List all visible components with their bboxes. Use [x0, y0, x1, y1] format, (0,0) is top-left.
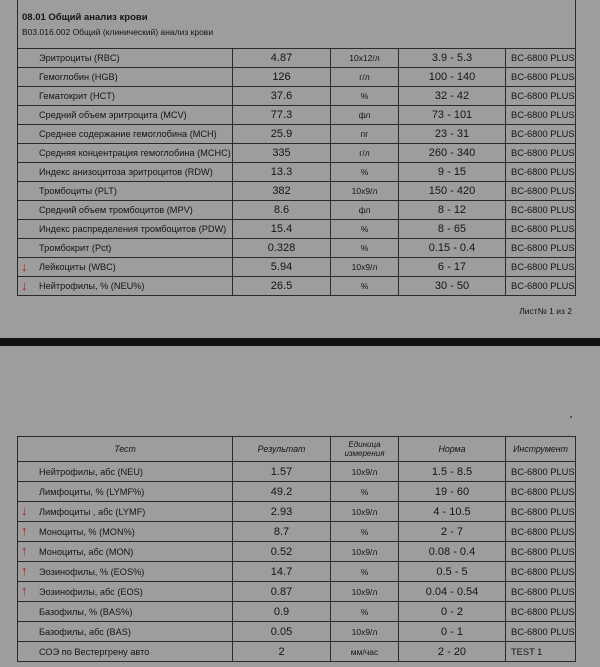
- instrument-cell-text: BC-6800 PLUS: [511, 506, 575, 517]
- table-row: [18, 49, 576, 68]
- unit-cell-text: пг: [360, 129, 369, 139]
- result-cell: [233, 49, 331, 68]
- instrument-cell-text: BC-6800 PLUS: [511, 586, 575, 597]
- unit-cell: [331, 482, 399, 502]
- result-cell-text: 25.9: [270, 128, 293, 140]
- test-name-cell-text: Базофилы, % (BAS%): [39, 606, 133, 617]
- norm-cell: [399, 522, 506, 542]
- table-row: [18, 482, 576, 502]
- unit-cell: [331, 562, 399, 582]
- table-row: [18, 87, 576, 106]
- unit-cell: [331, 68, 399, 87]
- result-cell: [233, 220, 331, 239]
- norm-cell-text: 32 - 42: [434, 90, 470, 102]
- scan-dot: [570, 416, 572, 418]
- instrument-cell: [506, 106, 576, 125]
- result-cell-text: 335: [272, 147, 291, 159]
- norm-cell-text: 8 - 12: [437, 204, 467, 216]
- instrument-cell: [506, 163, 576, 182]
- result-cell-text: 14.7: [270, 565, 293, 578]
- header-instrument: Инструмент: [506, 437, 576, 462]
- unit-cell-text: %: [360, 526, 369, 537]
- norm-cell: [399, 125, 506, 144]
- header-test: Тест: [18, 437, 233, 462]
- test-name-cell: [18, 163, 233, 182]
- result-cell-text: 49.2: [270, 485, 293, 498]
- instrument-cell-text: BC-6800 PLUS: [511, 129, 575, 139]
- result-cell: [233, 502, 331, 522]
- unit-cell: [331, 239, 399, 258]
- table-row: [18, 602, 576, 622]
- norm-cell: [399, 502, 506, 522]
- instrument-cell-text: BC-6800 PLUS: [511, 91, 575, 101]
- result-cell: [233, 542, 331, 562]
- unit-cell-text: 10x9/л: [351, 626, 378, 637]
- test-name-cell-text: Индекс анизоцитоза эритроцитов (RDW): [39, 167, 213, 177]
- test-name-cell-text: Гемоглобин (HGB): [39, 72, 118, 82]
- result-cell-text: 0.52: [270, 545, 293, 558]
- instrument-cell: [506, 239, 576, 258]
- blood-test-table-page-2: [17, 436, 576, 662]
- test-name-cell-text: Индекс распределения тромбоцитов (PDW): [39, 224, 227, 234]
- norm-cell-text: 73 - 101: [431, 109, 473, 121]
- test-name-cell-text: Моноциты, абс (MON): [39, 546, 134, 557]
- instrument-cell: [506, 622, 576, 642]
- result-cell-text: 382: [272, 185, 291, 197]
- result-cell-text: 0.328: [267, 242, 296, 254]
- result-cell: [233, 462, 331, 482]
- table-row: [18, 622, 576, 642]
- test-name-cell-text: Эозинофилы, % (EOS%): [39, 566, 145, 577]
- result-cell: [233, 201, 331, 220]
- header-unit: Единица измерения: [331, 437, 399, 462]
- instrument-cell: [506, 502, 576, 522]
- norm-cell-text: 0.15 - 0.4: [428, 242, 476, 254]
- blood-test-table-page-1: [17, 0, 576, 296]
- instrument-cell: [506, 522, 576, 542]
- test-name-cell-text: Средняя концентрация гемоглобина (MCHC): [39, 148, 231, 158]
- instrument-cell-text: BC-6800 PLUS: [511, 243, 575, 253]
- result-cell: [233, 482, 331, 502]
- unit-cell: [331, 622, 399, 642]
- unit-cell-text: %: [360, 566, 369, 577]
- arrow-down-icon: ↓: [21, 259, 28, 274]
- norm-cell: [399, 622, 506, 642]
- result-cell: [233, 87, 331, 106]
- norm-cell: [399, 144, 506, 163]
- instrument-cell: [506, 49, 576, 68]
- unit-cell-text: г/л: [359, 148, 370, 158]
- unit-cell-text: %: [360, 167, 369, 177]
- test-name-cell: [18, 239, 233, 258]
- table-row: [18, 182, 576, 201]
- unit-cell: [331, 277, 399, 296]
- result-cell-text: 2: [278, 645, 285, 658]
- instrument-cell-text: BC-6800 PLUS: [511, 262, 575, 272]
- test-name-cell: [18, 522, 233, 542]
- test-name-cell: [18, 106, 233, 125]
- test-name-cell-text: Эритроциты (RBC): [39, 53, 120, 63]
- unit-cell: [331, 582, 399, 602]
- instrument-cell: [506, 201, 576, 220]
- instrument-cell-text: BC-6800 PLUS: [511, 486, 575, 497]
- instrument-cell: [506, 582, 576, 602]
- norm-cell-text: 0.04 - 0.54: [425, 585, 479, 598]
- test-name-cell: [18, 562, 233, 582]
- norm-cell-text: 150 - 420: [428, 185, 476, 197]
- unit-cell-text: фл: [358, 110, 371, 120]
- test-name-cell: [18, 87, 233, 106]
- test-name-cell: [18, 144, 233, 163]
- norm-cell-text: 1.5 - 8.5: [431, 465, 473, 478]
- result-cell-text: 5.94: [270, 261, 293, 273]
- report-page-2: [0, 346, 600, 667]
- unit-cell: [331, 542, 399, 562]
- instrument-cell-text: BC-6800 PLUS: [511, 72, 575, 82]
- test-name-cell: [18, 642, 233, 662]
- result-cell-text: 0.05: [270, 625, 293, 638]
- result-cell: [233, 258, 331, 277]
- instrument-cell-text: BC-6800 PLUS: [511, 606, 575, 617]
- norm-cell: [399, 258, 506, 277]
- result-cell: [233, 562, 331, 582]
- test-name-cell-text: Нейтрофилы, % (NEU%): [39, 281, 145, 291]
- unit-cell-text: %: [360, 606, 369, 617]
- result-cell-text: 126: [272, 71, 291, 83]
- unit-cell: [331, 220, 399, 239]
- test-name-cell: [18, 201, 233, 220]
- table-row: [18, 144, 576, 163]
- unit-cell-text: 10x9/л: [351, 186, 378, 196]
- test-name-cell-text: Лейкоциты (WBC): [39, 262, 116, 272]
- test-name-cell: [18, 602, 233, 622]
- arrow-up-icon: ↑: [21, 563, 28, 578]
- table-row: [18, 462, 576, 482]
- norm-cell: [399, 68, 506, 87]
- test-name-cell: [18, 277, 233, 296]
- result-cell: [233, 582, 331, 602]
- result-cell-text: 0.87: [270, 585, 293, 598]
- instrument-cell: [506, 87, 576, 106]
- norm-cell: [399, 642, 506, 662]
- unit-cell: [331, 163, 399, 182]
- norm-cell-text: 100 - 140: [428, 71, 476, 83]
- unit-cell-text: %: [360, 224, 369, 234]
- instrument-cell: [506, 642, 576, 662]
- unit-cell-text: 10x9/л: [351, 506, 378, 517]
- instrument-cell-text: BC-6800 PLUS: [511, 53, 575, 63]
- header-result: Результат: [233, 437, 331, 462]
- table-row: [18, 258, 576, 277]
- norm-cell: [399, 201, 506, 220]
- page-number: Лист№ 1 из 2: [519, 306, 572, 316]
- unit-cell-text: 10x9/л: [351, 546, 378, 557]
- unit-cell: [331, 462, 399, 482]
- test-name-cell-text: СОЭ по Вестергрену авто: [39, 646, 150, 657]
- test-name-cell-text: Гематокрит (HCT): [39, 91, 115, 101]
- result-cell-text: 15.4: [270, 223, 293, 235]
- norm-cell: [399, 163, 506, 182]
- table-row: [18, 277, 576, 296]
- instrument-cell-text: BC-6800 PLUS: [511, 626, 575, 637]
- result-cell: [233, 602, 331, 622]
- table-row: [18, 542, 576, 562]
- table-row: [18, 201, 576, 220]
- unit-cell: [331, 258, 399, 277]
- test-name-cell-text: Лимфоциты , абс (LYMF): [39, 506, 146, 517]
- norm-cell: [399, 182, 506, 201]
- norm-cell-text: 23 - 31: [434, 128, 470, 140]
- norm-cell: [399, 49, 506, 68]
- result-cell-text: 77.3: [270, 109, 293, 121]
- test-name-cell: [18, 68, 233, 87]
- norm-cell-text: 0 - 1: [440, 625, 463, 638]
- instrument-cell: [506, 182, 576, 201]
- table-row: [18, 125, 576, 144]
- result-cell-text: 4.87: [270, 52, 293, 64]
- instrument-cell: [506, 220, 576, 239]
- result-cell: [233, 163, 331, 182]
- norm-cell: [399, 602, 506, 622]
- result-cell-text: 13.3: [270, 166, 293, 178]
- norm-cell-text: 8 - 65: [437, 223, 467, 235]
- unit-cell-text: 10x9/л: [351, 262, 378, 272]
- table-row: [18, 582, 576, 602]
- instrument-cell-text: BC-6800 PLUS: [511, 281, 575, 291]
- instrument-cell-text: BC-6800 PLUS: [511, 466, 575, 477]
- unit-cell-text: 10x12/л: [349, 53, 380, 63]
- test-name-cell: [18, 258, 233, 277]
- table-row: [18, 68, 576, 87]
- unit-cell: [331, 522, 399, 542]
- unit-cell: [331, 144, 399, 163]
- result-cell-text: 8.6: [273, 204, 290, 216]
- section-subtitle: B03.016.002 Общий (клинический) анализ крови: [22, 27, 214, 37]
- test-name-cell: [18, 49, 233, 68]
- test-name-cell-text: Среднее содержание гемоглобина (MCH): [39, 129, 217, 139]
- table-row: [18, 502, 576, 522]
- instrument-cell: [506, 258, 576, 277]
- page-separator: [0, 338, 600, 346]
- norm-cell: [399, 239, 506, 258]
- result-cell-text: 0.9: [273, 605, 290, 618]
- unit-cell: [331, 602, 399, 622]
- norm-cell-text: 30 - 50: [434, 280, 470, 292]
- test-name-cell-text: Тромбоциты (PLT): [39, 186, 117, 196]
- instrument-cell: [506, 482, 576, 502]
- result-cell: [233, 144, 331, 163]
- norm-cell-text: 0.5 - 5: [436, 565, 468, 578]
- test-name-cell-text: Моноциты, % (MON%): [39, 526, 135, 537]
- section-header: [18, 0, 576, 49]
- test-name-cell-text: Базофилы, абс (BAS): [39, 626, 131, 637]
- instrument-cell: [506, 277, 576, 296]
- unit-cell: [331, 106, 399, 125]
- norm-cell: [399, 542, 506, 562]
- test-name-cell-text: Нейтрофилы, абс (NEU): [39, 466, 143, 477]
- section-header-row: [18, 0, 576, 49]
- unit-cell-text: фл: [358, 205, 371, 215]
- test-name-cell: [18, 125, 233, 144]
- unit-cell: [331, 502, 399, 522]
- result-cell-text: 2.93: [270, 505, 293, 518]
- test-name-cell-text: Лимфоциты, % (LYMF%): [39, 486, 145, 497]
- norm-cell: [399, 277, 506, 296]
- test-name-cell-text: Средний объем тромбоцитов (MPV): [39, 205, 193, 215]
- table-row: [18, 163, 576, 182]
- result-cell-text: 26.5: [270, 280, 293, 292]
- arrow-up-icon: ↑: [21, 583, 28, 598]
- norm-cell: [399, 106, 506, 125]
- test-name-cell-text: Средний объем эритроцита (MCV): [39, 110, 187, 120]
- result-cell: [233, 106, 331, 125]
- unit-cell: [331, 201, 399, 220]
- section-title: 08.01 Общий анализ крови: [22, 12, 148, 23]
- norm-cell-text: 3.9 - 5.3: [431, 52, 473, 64]
- result-cell: [233, 125, 331, 144]
- norm-cell: [399, 482, 506, 502]
- arrow-up-icon: ↑: [21, 543, 28, 558]
- instrument-cell-text: BC-6800 PLUS: [511, 526, 575, 537]
- header-norm: Норма: [399, 437, 506, 462]
- norm-cell-text: 19 - 60: [434, 485, 470, 498]
- norm-cell-text: 0 - 2: [440, 605, 463, 618]
- norm-cell-text: 260 - 340: [428, 147, 476, 159]
- norm-cell: [399, 220, 506, 239]
- result-cell: [233, 239, 331, 258]
- norm-cell: [399, 562, 506, 582]
- unit-cell: [331, 49, 399, 68]
- result-cell: [233, 68, 331, 87]
- result-cell: [233, 522, 331, 542]
- result-cell-text: 37.6: [270, 90, 293, 102]
- instrument-cell: [506, 68, 576, 87]
- arrow-down-icon: ↓: [21, 503, 28, 518]
- table-row: [18, 220, 576, 239]
- instrument-cell-text: BC-6800 PLUS: [511, 110, 575, 120]
- unit-cell-text: %: [360, 281, 369, 291]
- table-row: [18, 642, 576, 662]
- instrument-cell-text: TEST 1: [511, 646, 543, 657]
- test-name-cell: [18, 582, 233, 602]
- test-name-cell: [18, 542, 233, 562]
- unit-cell: [331, 182, 399, 201]
- instrument-cell: [506, 602, 576, 622]
- result-cell-text: 1.57: [270, 465, 293, 478]
- test-name-cell: [18, 622, 233, 642]
- norm-cell-text: 4 - 10.5: [433, 505, 471, 518]
- instrument-cell: [506, 542, 576, 562]
- table-header-row: [18, 437, 576, 462]
- test-name-cell: [18, 482, 233, 502]
- test-name-cell: [18, 462, 233, 482]
- instrument-cell: [506, 144, 576, 163]
- table-row: [18, 106, 576, 125]
- norm-cell: [399, 462, 506, 482]
- norm-cell-text: 6 - 17: [437, 261, 467, 273]
- instrument-cell-text: BC-6800 PLUS: [511, 224, 575, 234]
- test-name-cell: [18, 502, 233, 522]
- norm-cell-text: 0.08 - 0.4: [428, 545, 476, 558]
- unit-cell-text: 10x9/л: [351, 586, 378, 597]
- test-name-cell: [18, 182, 233, 201]
- instrument-cell-text: BC-6800 PLUS: [511, 205, 575, 215]
- arrow-down-icon: ↓: [21, 278, 28, 293]
- unit-cell-text: %: [360, 91, 369, 101]
- arrow-up-icon: ↑: [21, 523, 28, 538]
- unit-cell-text: %: [360, 486, 369, 497]
- test-name-cell-text: Эозинофилы, абс (EOS): [39, 586, 143, 597]
- norm-cell-text: 9 - 15: [437, 166, 467, 178]
- result-cell: [233, 277, 331, 296]
- instrument-cell-text: BC-6800 PLUS: [511, 148, 575, 158]
- unit-cell-text: мм/час: [350, 646, 379, 657]
- instrument-cell-text: BC-6800 PLUS: [511, 546, 575, 557]
- instrument-cell-text: BC-6800 PLUS: [511, 566, 575, 577]
- result-cell: [233, 182, 331, 201]
- instrument-cell: [506, 562, 576, 582]
- unit-cell-text: г/л: [359, 72, 370, 82]
- result-cell: [233, 622, 331, 642]
- instrument-cell: [506, 462, 576, 482]
- result-cell-text: 8.7: [273, 525, 290, 538]
- table-row: [18, 562, 576, 582]
- norm-cell-text: 2 - 20: [437, 645, 467, 658]
- test-name-cell-text: Тромбокрит (Pct): [39, 243, 112, 253]
- result-cell: [233, 642, 331, 662]
- instrument-cell-text: BC-6800 PLUS: [511, 186, 575, 196]
- norm-cell-text: 2 - 7: [440, 525, 463, 538]
- unit-cell: [331, 87, 399, 106]
- unit-cell: [331, 642, 399, 662]
- unit-cell-text: %: [360, 243, 369, 253]
- instrument-cell: [506, 125, 576, 144]
- norm-cell: [399, 87, 506, 106]
- instrument-cell-text: BC-6800 PLUS: [511, 167, 575, 177]
- unit-cell: [331, 125, 399, 144]
- test-name-cell: [18, 220, 233, 239]
- unit-cell-text: 10x9/л: [351, 466, 378, 477]
- table-row: [18, 239, 576, 258]
- norm-cell: [399, 582, 506, 602]
- table-row: [18, 522, 576, 542]
